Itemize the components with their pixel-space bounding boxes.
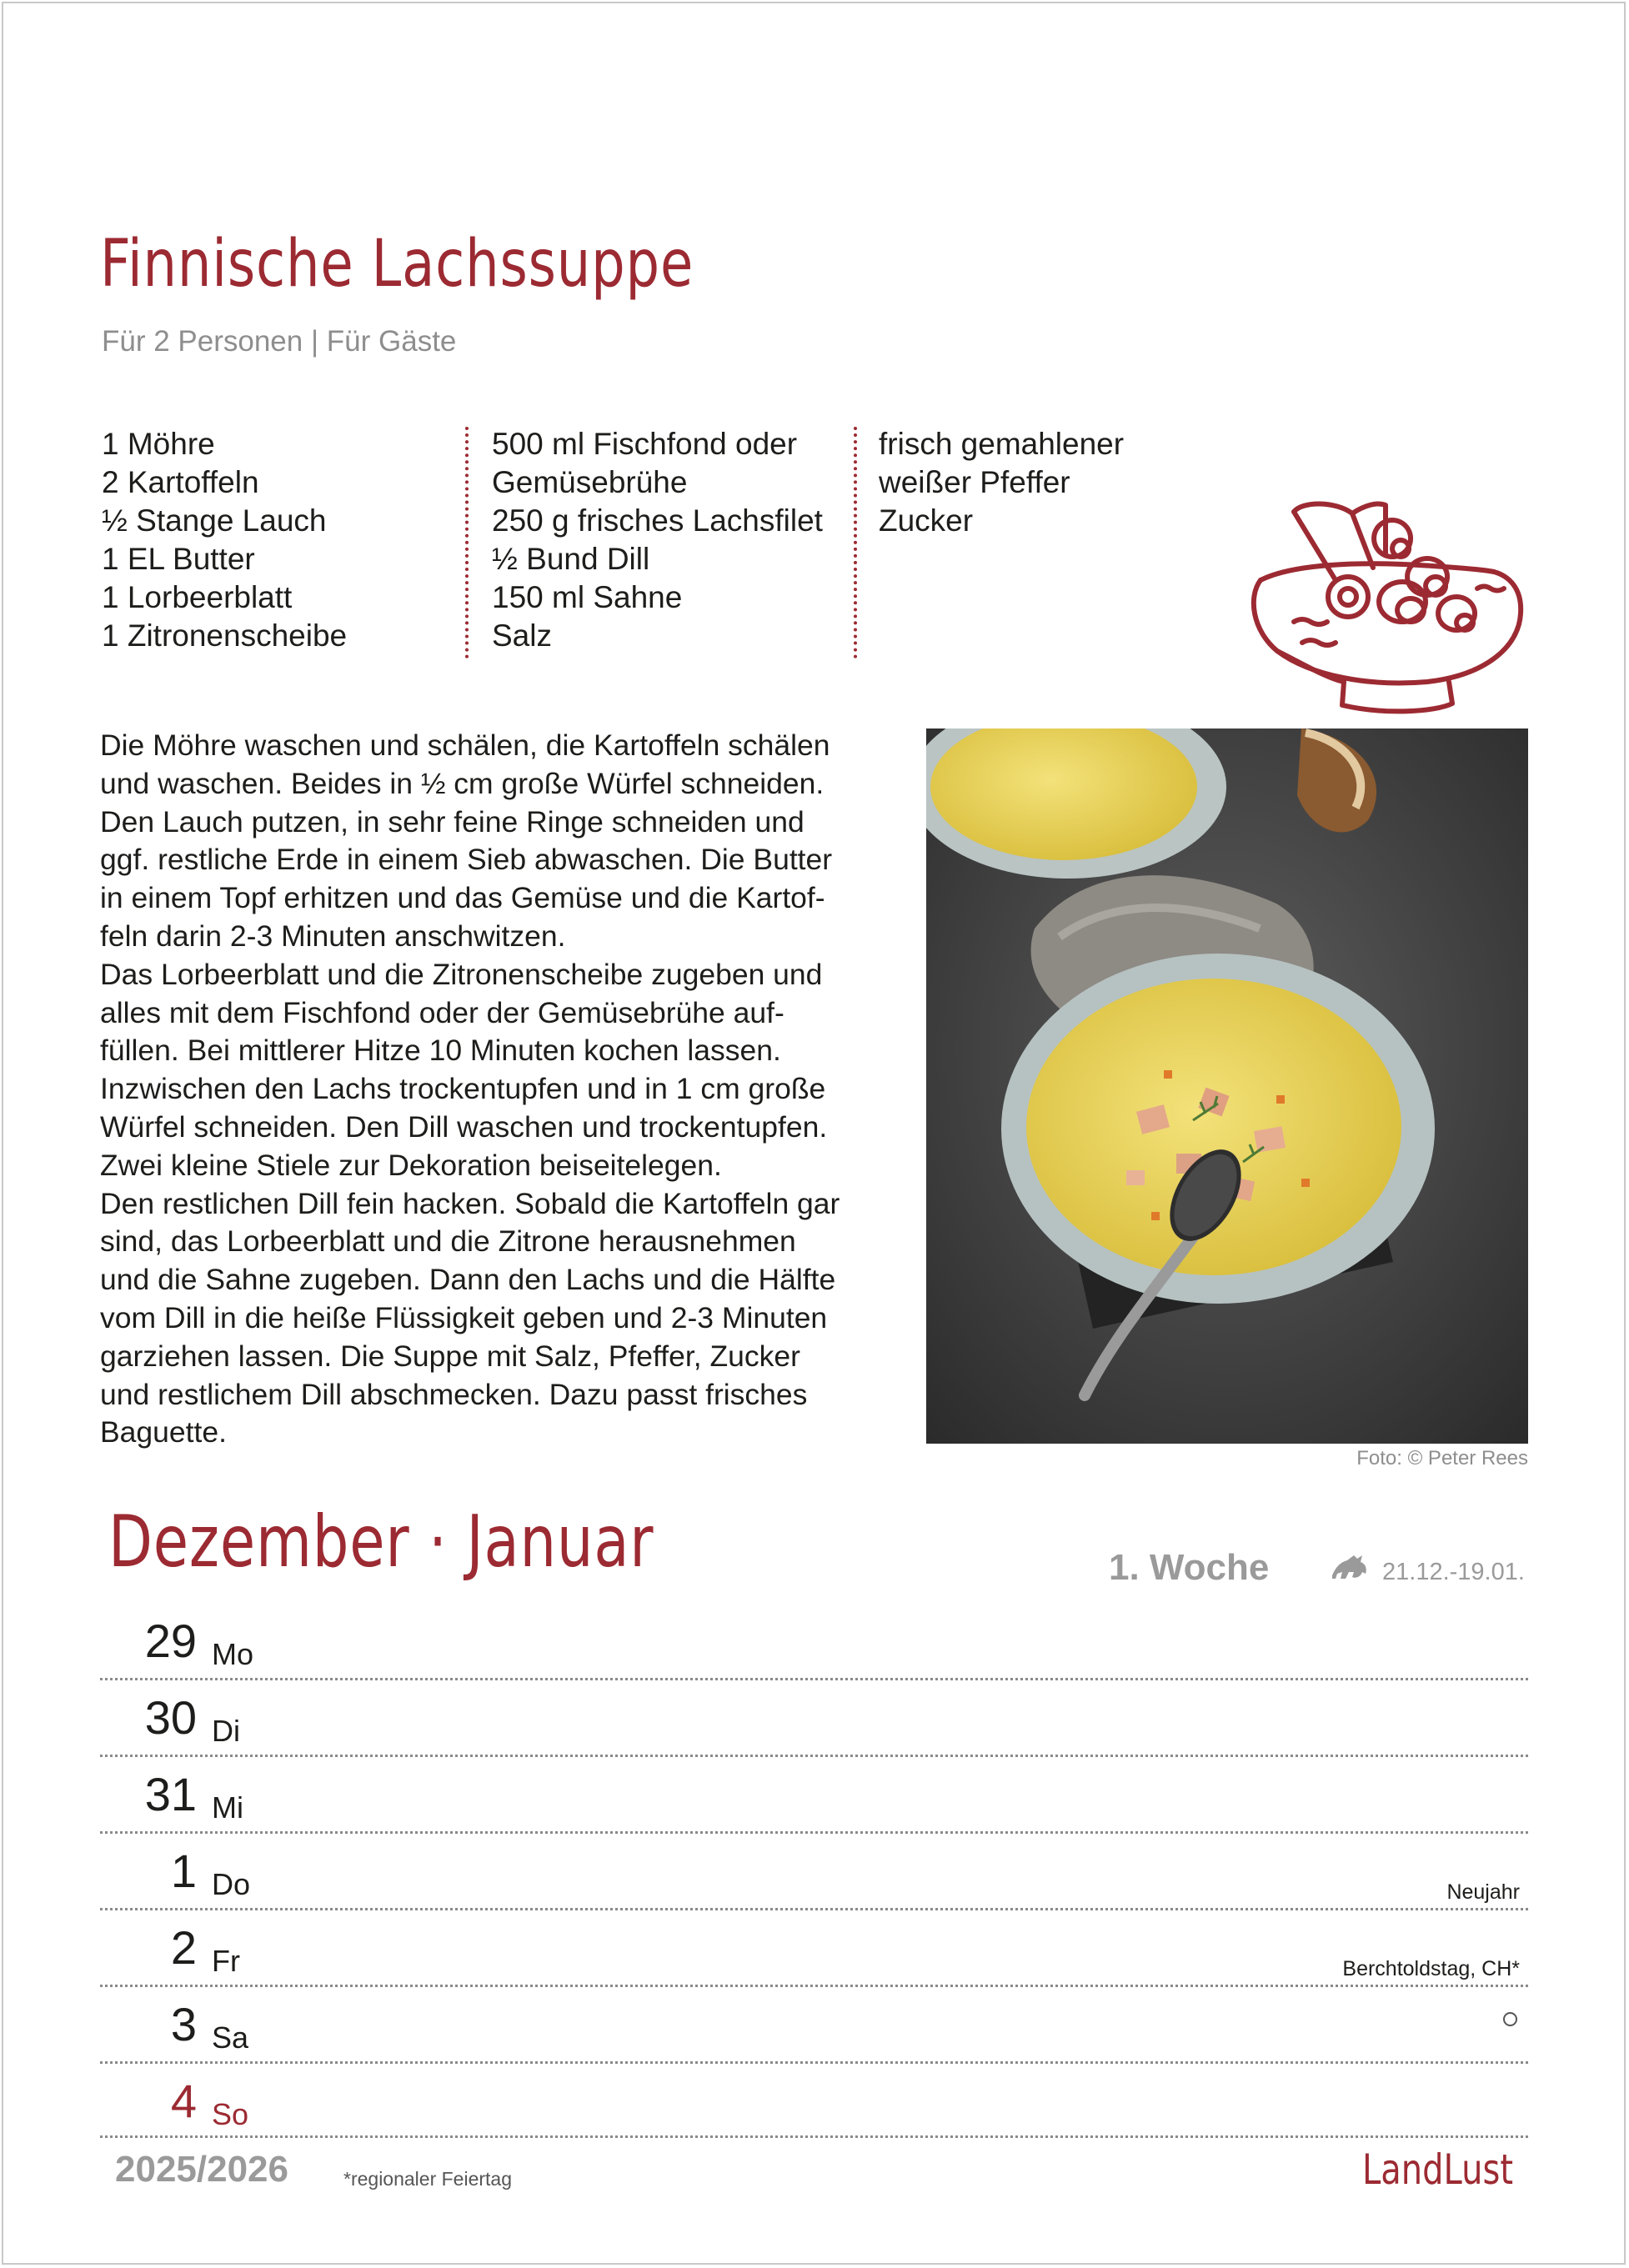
week-label: 1. Woche bbox=[1109, 1547, 1270, 1588]
method-line: sind, das Lorbeerblatt und die Zitrone herausnehmen bbox=[100, 1224, 796, 1259]
ingredient: ½ Stange Lauch bbox=[102, 503, 327, 538]
ingredient: 250 g frisches Lachsfilet bbox=[492, 503, 823, 538]
ingredient: ½ Bund Dill bbox=[492, 542, 650, 576]
ingredient: Salz bbox=[492, 618, 552, 653]
ingredient: weißer Pfeffer bbox=[879, 465, 1070, 499]
day-number: 1 bbox=[170, 1845, 197, 1897]
weekday-name: Mo bbox=[212, 1637, 254, 1671]
method-line: und restlichem Dill abschmecken. Dazu passt frisches bbox=[100, 1377, 808, 1411]
ingredient: 1 Lorbeerblatt bbox=[102, 580, 293, 614]
method-line: ggf. restliche Erde in einem Sieb abwaschen. Die Butter bbox=[100, 843, 833, 877]
full-moon-icon bbox=[1503, 2012, 1517, 2026]
day-number: 29 bbox=[144, 1615, 197, 1667]
day-number: 31 bbox=[144, 1768, 197, 1820]
method-line: Inzwischen den Lachs trockentupfen und in 1 cm große bbox=[100, 1072, 826, 1106]
method-line: Würfel schneiden. Den Dill waschen und trockentupfen. bbox=[100, 1109, 828, 1144]
ingredients-column-2 bbox=[492, 425, 823, 655]
weekday-name: Do bbox=[212, 1867, 251, 1901]
method-line: Baguette. bbox=[100, 1415, 227, 1449]
weekday-name: Mi bbox=[212, 1790, 243, 1825]
photo-credit: Foto: © Peter Rees bbox=[1356, 1447, 1528, 1469]
weekday-name: Sa bbox=[212, 2020, 249, 2055]
day-row bbox=[100, 1837, 1528, 1914]
recipe-subtitle: Für 2 Personen | Für Gäste bbox=[102, 325, 457, 358]
day-row bbox=[100, 1760, 1528, 1837]
soup-photo bbox=[926, 728, 1528, 1444]
ingredient: 1 EL Butter bbox=[102, 542, 255, 576]
method-line: Zwei kleine Stiele zur Dekoration beiseitelegen. bbox=[100, 1148, 722, 1182]
brand-logo: LandLust bbox=[1362, 2145, 1513, 2194]
weekday-name: So bbox=[212, 2097, 249, 2131]
weekday-name: Di bbox=[212, 1714, 240, 1748]
method-line: Die Möhre waschen und schälen, die Kartoffeln schälen bbox=[100, 728, 830, 762]
day-row bbox=[100, 1684, 1528, 1760]
method-line: garziehen lassen. Die Suppe mit Salz, Pfeffer, Zucker bbox=[100, 1339, 800, 1373]
ingredient: 1 Zitronenscheibe bbox=[102, 618, 348, 653]
row-divider bbox=[100, 1755, 1528, 1757]
ingredients-column-1 bbox=[102, 425, 347, 655]
recipe-title: Finnische Lachssuppe bbox=[100, 227, 694, 302]
recipe-method bbox=[100, 727, 867, 1452]
method-line: und die Sahne zugeben. Dann den Lachs und die Hälfte bbox=[100, 1263, 836, 1297]
row-divider bbox=[100, 1678, 1528, 1680]
method-line: alles mit dem Fischfond oder der Gemüsebrühe auf- bbox=[100, 995, 784, 1029]
day-number: 3 bbox=[170, 1998, 197, 2050]
holiday-note: Neujahr bbox=[1446, 1880, 1520, 1904]
method-line: Den Lauch putzen, in sehr feine Ringe schneiden und bbox=[100, 804, 804, 839]
capricorn-icon bbox=[1329, 1552, 1369, 1582]
soup-bowl-icon bbox=[1244, 497, 1531, 715]
day-number: 2 bbox=[170, 1921, 197, 1974]
ingredient: Zucker bbox=[879, 503, 974, 538]
method-line: Das Lorbeerblatt und die Zitronenscheibe zugeben und bbox=[100, 957, 823, 991]
zodiac-range: 21.12.-19.01. bbox=[1382, 1559, 1525, 1585]
ingredient: 2 Kartoffeln bbox=[102, 465, 259, 499]
row-divider bbox=[100, 1908, 1528, 1910]
row-divider bbox=[100, 1831, 1528, 1834]
method-line: füllen. Bei mittlerer Hitze 10 Minuten kochen lassen. bbox=[100, 1034, 781, 1068]
ingredient: 1 Möhre bbox=[102, 427, 215, 461]
calendar-year: 2025/2026 bbox=[115, 2149, 288, 2190]
holiday-note: Berchtoldstag, CH* bbox=[1342, 1957, 1520, 1980]
weekday-name: Fr bbox=[212, 1944, 240, 1978]
row-divider bbox=[100, 1985, 1528, 1987]
day-row bbox=[100, 1607, 1528, 1684]
ingredients-divider bbox=[465, 427, 469, 658]
ingredients-column-3 bbox=[879, 425, 1124, 540]
day-row bbox=[100, 1990, 1528, 2067]
method-line: Den restlichen Dill fein hacken. Sobald die Kartoffeln gar bbox=[100, 1186, 840, 1220]
method-line: vom Dill in die heiße Flüssigkeit geben und 2-3 Minuten bbox=[100, 1300, 828, 1334]
day-number: 4 bbox=[170, 2075, 197, 2127]
day-row bbox=[100, 1914, 1528, 1990]
row-divider bbox=[100, 2135, 1528, 2138]
method-line: in einem Topf erhitzen und das Gemüse und die Kartof- bbox=[100, 881, 825, 915]
method-line: feln darin 2-3 Minuten anschwitzen. bbox=[100, 919, 566, 953]
ingredient: frisch gemahlener bbox=[879, 427, 1125, 461]
method-line: und waschen. Beides in ½ cm große Würfel schneiden. bbox=[100, 766, 825, 800]
day-number: 30 bbox=[144, 1691, 197, 1744]
ingredient: 150 ml Sahne bbox=[492, 580, 683, 614]
day-row-sunday bbox=[100, 2067, 1528, 2144]
row-divider bbox=[100, 2061, 1528, 2064]
month-title: Dezember · Januar bbox=[108, 1500, 654, 1584]
ingredient: 500 ml Fischfond oder bbox=[492, 427, 798, 461]
ingredient: Gemüsebrühe bbox=[492, 465, 688, 499]
footnote: *regionaler Feiertag bbox=[343, 2168, 513, 2190]
ingredients-divider bbox=[854, 427, 857, 658]
